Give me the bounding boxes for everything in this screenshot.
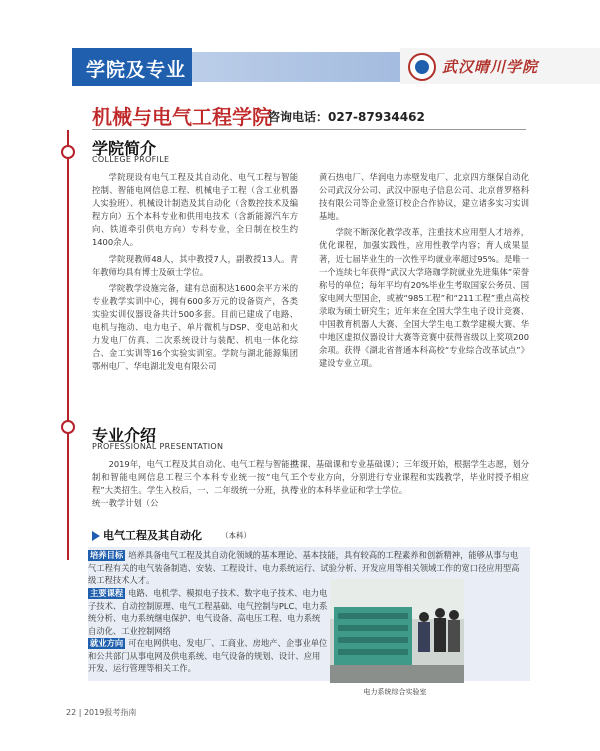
major-level-tag: （本科） bbox=[221, 531, 251, 540]
section-tag bbox=[72, 48, 192, 86]
paragraph: 学院不断深化教学改革，注重技术应用型人才培养，优化课程，加强实践性，应用性教学内容；育人成果显著，近七届毕业生的一次性平均就业率超过95%。是唯一一个连续七年获得“武汉大学珞珈学院就业先进集体”荣誉称号的单位；每年平均有20%毕业生考取国家公务员、国家电网大型国企，或被“985工程”和“211工程”重点高校录取为硕士研究生；近年来在全国大学生电子设计竞赛、中国教育机器人大赛、全国大学生电工数学建模大赛、华中地区虚拟仪器设计大赛等竞赛中获得省级以上奖项200余项。获得《湖北省普通本科高校“专业综合改革试点”》建设专业立项。 bbox=[319, 227, 529, 369]
goal-text: 培养具备电气工程及其自动化领域的基本理论、基本技能，具有较高的工程素养和创新精神，能够从事与电气工程有关的电气装备制造、安装、工程设计、电力系统运行、试验分析、开发应用等相关领域工作的宽口径应用型高级工程技术人才。 bbox=[88, 550, 520, 585]
triangle-bullet-icon bbox=[92, 531, 100, 541]
professional-title: 专业介绍 bbox=[92, 426, 157, 445]
paragraph: 2019年，电气工程及其自动化、电气工程与智能控制和智能电网信息工程三个本科专业统一按“电气工程”大类招生。学生入校后，一、二年级统一分班，执行统一教学计划（公 bbox=[92, 459, 298, 509]
section-label: 学院及专业 bbox=[86, 59, 187, 81]
lab-photo bbox=[330, 579, 464, 683]
paragraph: 学院教学设施完备，建有总面积达1600余平方米的专业教学实训中心，拥有600多万元的设备资产，各类实验实训仪器设备共计500多套。目前已建成了电路、电机与拖动、电力电子、单片微机与DSP、变电站和火力发电厂仿真、二次系统设计与装配、机电一体化综合、金工实训等16个实验实训室。学院与湖北能源集团鄂州电厂、华电湖北发电有限公司 bbox=[92, 282, 298, 372]
paragraph: 黄石热电厂、华润电力赤壁发电厂、北京四方继保自动化公司武汉分公司、武汉中原电子信息公司、北京普罗格科技有限公司等企业签订校企合作协议，建立诸多实习实训基地。 bbox=[319, 172, 529, 222]
title-divider bbox=[92, 129, 526, 130]
photo-caption: 电力系统综合实验室 bbox=[363, 688, 427, 696]
jobs-text: 可在电网供电、发电厂、工商业、房地产、企事业单位和公共部门从事电网及供电系统、电气设备的规划、设计、应用开发、运行管理等相关工作。 bbox=[88, 638, 328, 673]
paragraph: 学院现设有电气工程及其自动化、电气工程与智能控制、智能电网信息工程、机械电子工程（含工业机器人实验班）、机械设计制造及其自动化（含数控技术及编程方向）五个本科专业和供用电技术（含新能源汽车方向、铁道牵引供电方向）专科专业，全日制在校生约1400余人。 bbox=[92, 172, 298, 248]
page-footer: 22 | 2019报考指南 bbox=[66, 708, 137, 717]
college-title: 机械与电气工程学院 bbox=[92, 105, 272, 129]
intro-column-right bbox=[319, 171, 529, 373]
timeline-dot-icon bbox=[61, 145, 75, 159]
paragraph: 学院现教师48人，其中教授7人，副教授13人。青年教师均具有博士及硕士学位。 bbox=[92, 253, 298, 277]
major-title: 电气工程及其自动化 bbox=[103, 529, 202, 542]
goal-label: 培养目标 bbox=[90, 550, 124, 560]
timeline-line bbox=[67, 130, 69, 560]
college-phone: 咨询电话：027-87934462 bbox=[268, 110, 425, 124]
university-emblem-icon bbox=[408, 53, 436, 81]
professional-column-left bbox=[92, 458, 298, 513]
major-courses bbox=[88, 587, 328, 637]
timeline-dot-icon bbox=[61, 420, 75, 434]
university-logo bbox=[400, 48, 600, 84]
professional-column-right bbox=[291, 458, 529, 500]
courses-text: 电路、电机学、模拟电子技术、数字电子技术、电力电子技术、自动控制原理、电气工程基础、电气控制与PLC、电力系统分析、电力系统继电保护、电气设备、高电压工程、电力系统自动化、工业控制网络 bbox=[88, 588, 328, 636]
paragraph: 共课、基础课和专业基础课）；三年级开始，根据学生志愿，划分三个专业方向，分别进行专业课程和实践教学，毕业时授予相应专业的本科毕业证和学士学位。 bbox=[291, 459, 529, 496]
intro-subtitle: COLLEGE PROFILE bbox=[92, 155, 170, 164]
intro-column-left bbox=[92, 171, 298, 376]
major-jobs bbox=[88, 637, 328, 675]
professional-subtitle: PROFESSIONAL PRESENTATION bbox=[92, 442, 224, 451]
university-logo-text: 武汉晴川学院 bbox=[442, 58, 539, 76]
courses-label: 主要课程 bbox=[90, 588, 124, 598]
intro-title: 学院简介 bbox=[92, 139, 157, 158]
page-header bbox=[0, 48, 600, 88]
lab-photo-illustration bbox=[330, 579, 464, 683]
jobs-label: 就业方向 bbox=[90, 638, 124, 648]
